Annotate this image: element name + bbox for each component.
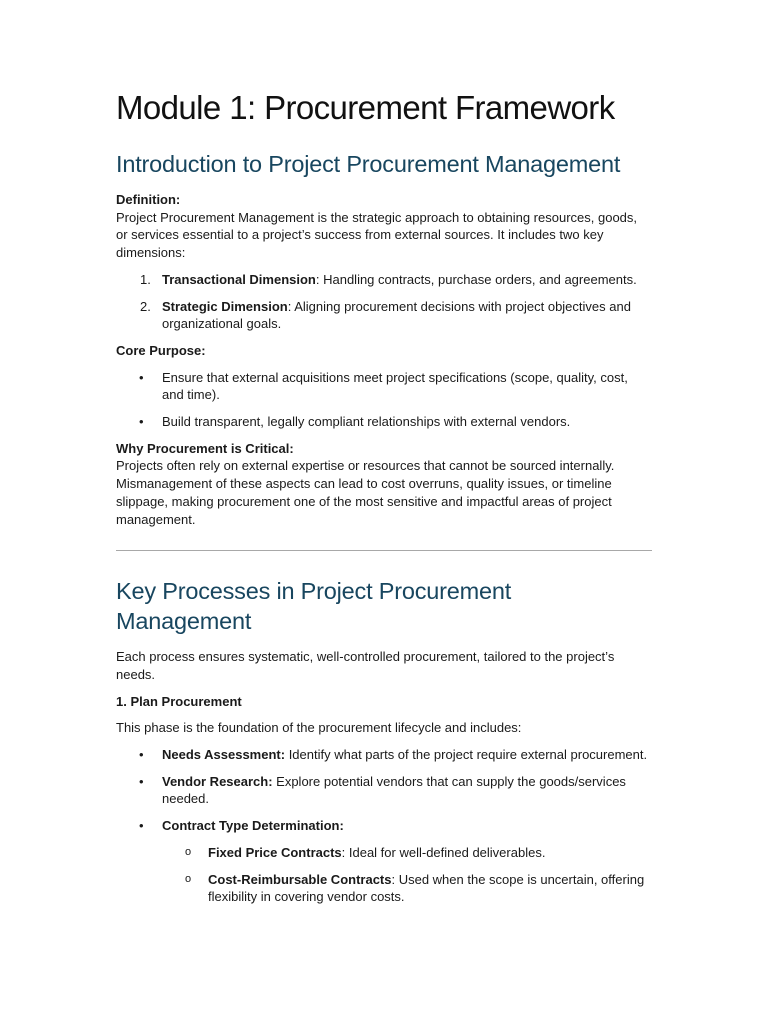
- core-purpose-label: Core Purpose:: [116, 342, 206, 358]
- list-item: [116, 773, 652, 808]
- contract-type-term: Fixed Price Contracts: [208, 844, 342, 860]
- dimensions-list: [116, 271, 652, 333]
- list-item: [116, 369, 652, 404]
- bullet-icon: •: [139, 773, 144, 789]
- dimension-text: : Handling contracts, purchase orders, and agreements.: [315, 271, 637, 287]
- bullet-icon: •: [139, 818, 144, 834]
- list-item: [116, 413, 652, 431]
- plan-items-list: [116, 746, 652, 835]
- plan-item-text: Explore potential vendors that can supply the goods/services needed.: [162, 773, 626, 807]
- bullet-icon: •: [139, 414, 144, 430]
- plan-item-term: Vendor Research:: [162, 773, 273, 789]
- contract-type-text: : Used when the scope is uncertain, offering flexibility in covering vendor costs.: [208, 871, 645, 905]
- list-number: 2.: [140, 298, 151, 314]
- list-item: [116, 298, 652, 333]
- plan-item-text: Identify what parts of the project require external procurement.: [285, 747, 648, 763]
- hollow-bullet-icon: o: [185, 845, 192, 858]
- core-purpose-text: Ensure that external acquisitions meet project specifications (scope, quality, cost, and time).: [162, 369, 628, 403]
- contract-type-text: : Ideal for well-defined deliverables.: [341, 844, 546, 860]
- dimension-text: : Aligning procurement decisions with project objectives and organizational goals.: [162, 298, 631, 332]
- contract-types-list: [116, 844, 652, 906]
- plan-procurement-label: 1. Plan Procurement: [116, 693, 242, 709]
- list-item: [116, 817, 652, 835]
- list-item: [116, 746, 652, 764]
- bullet-icon: •: [139, 747, 144, 763]
- list-item: [116, 271, 652, 289]
- plan-item-term: Needs Assessment:: [162, 747, 286, 763]
- why-critical-label: Why Procurement is Critical:: [116, 440, 294, 456]
- bullet-icon: •: [139, 369, 144, 385]
- definition-text: Project Procurement Management is the strategic approach to obtaining resources, goods, or services essential to a project’s success from external sources. It includes two key dimensions:: [116, 209, 638, 261]
- plan-procurement-text: This phase is the foundation of the procurement lifecycle and includes:: [116, 720, 522, 736]
- key-processes-intro: Each process ensures systematic, well-controlled procurement, tailored to the project’s needs.: [116, 649, 615, 682]
- core-purpose-text: Build transparent, legally compliant relationships with external vendors.: [162, 414, 571, 430]
- list-item: [116, 844, 652, 862]
- list-item: [116, 871, 652, 906]
- hollow-bullet-icon: o: [185, 872, 192, 885]
- why-critical-text: Projects often rely on external expertise or resources that cannot be sourced internally. Mismanagement of these aspects can lead to cost overruns, quality issues, or timeline slippage, making procurement one of the most sensitive and impactful areas of project management.: [116, 458, 615, 527]
- definition-label: Definition:: [116, 192, 181, 207]
- plan-item-term: Contract Type Determination:: [162, 818, 344, 834]
- module-title: Module 1: Procurement Framework: [116, 89, 615, 126]
- dimension-term: Strategic Dimension: [162, 298, 288, 314]
- key-processes-heading: Key Processes in Project Procurement Management: [116, 578, 512, 635]
- core-purpose-list: [116, 369, 652, 431]
- contract-type-term: Cost-Reimbursable Contracts: [208, 871, 392, 887]
- intro-heading: Introduction to Project Procurement Management: [116, 151, 621, 177]
- dimension-term: Transactional Dimension: [162, 271, 316, 287]
- list-number: 1.: [140, 271, 151, 287]
- section-divider: [116, 550, 652, 551]
